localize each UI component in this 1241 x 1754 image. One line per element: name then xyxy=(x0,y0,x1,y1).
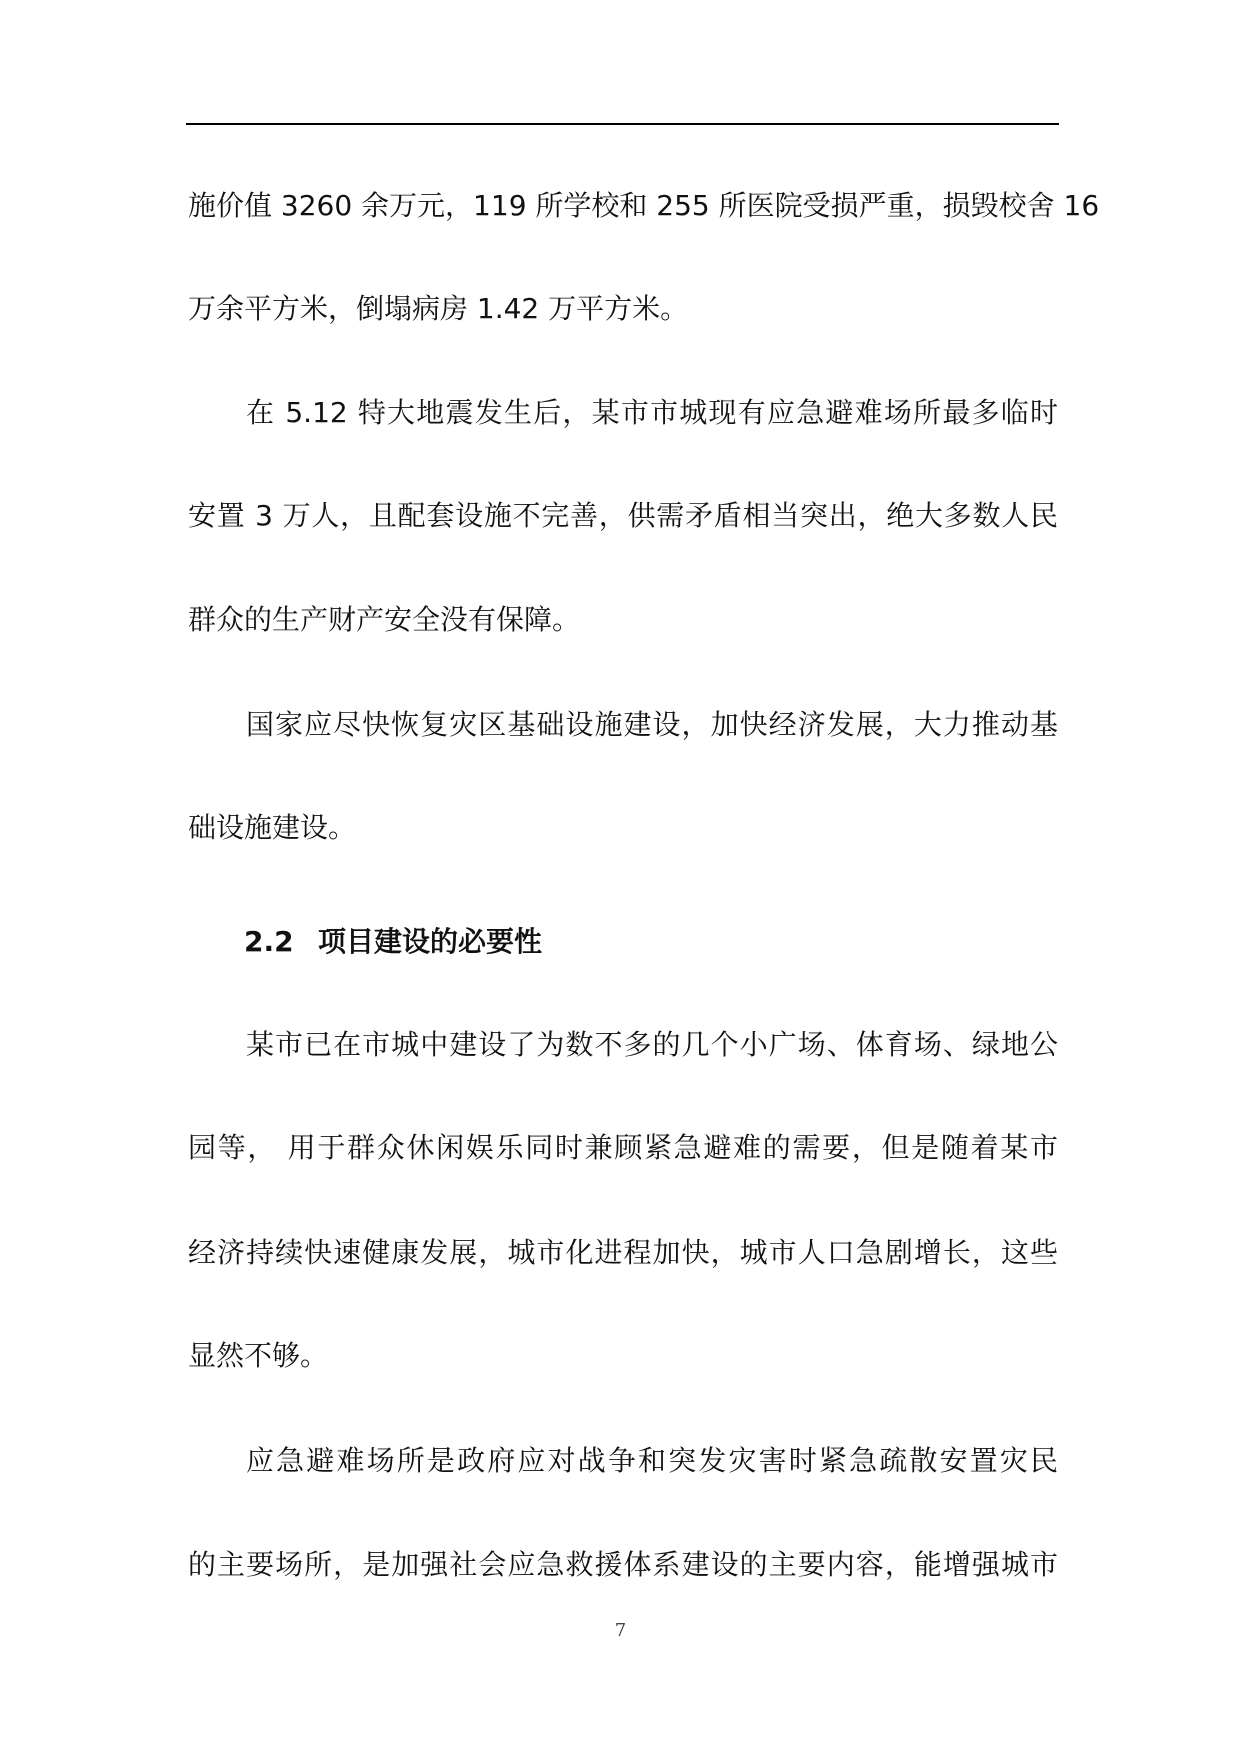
paragraph-2-line-2: 安置 3 万人，且配套设施不完善，供需矛盾相当突出，绝大多数人民 xyxy=(188,499,1058,532)
paragraph-3-line-1: 国家应尽快恢复灾区基础设施建设，加快经济发展，大力推动基 xyxy=(246,708,1058,741)
page-number: 7 xyxy=(614,1620,627,1641)
section-number: 2.2 xyxy=(244,925,294,958)
paragraph-4-line-3: 经济持续快速健康发展，城市化进程加快，城市人口急剧增长，这些 xyxy=(188,1236,1058,1269)
paragraph-5-line-2: 的主要场所，是加强社会应急救援体系建设的主要内容，能增强城市 xyxy=(188,1548,1058,1581)
paragraph-1-line-1: 施价值 3260 余万元，119 所学校和 255 所医院受损严重，损毁校舍 16 xyxy=(188,189,1100,222)
paragraph-2-line-3: 群众的生产财产安全没有保障。 xyxy=(188,603,581,636)
paragraph-2-line-1: 在 5.12 特大地震发生后，某市市城现有应急避难场所最多临时 xyxy=(246,396,1058,429)
header-rule xyxy=(186,123,1059,125)
paragraph-3-line-2: 础设施建设。 xyxy=(188,811,357,844)
paragraph-4-line-1: 某市已在市城中建设了为数不多的几个小广场、体育场、绿地公 xyxy=(246,1028,1058,1061)
paragraph-1-line-2: 万余平方米，倒塌病房 1.42 万平方米。 xyxy=(188,292,689,325)
paragraph-4-line-2: 园等， 用于群众休闲娱乐同时兼顾紧急避难的需要，但是随着某市 xyxy=(188,1131,1058,1164)
paragraph-5-line-1: 应急避难场所是政府应对战争和突发灾害时紧急疏散安置灾民 xyxy=(246,1444,1058,1477)
section-title: 项目建设的必要性 xyxy=(318,925,543,958)
section-heading xyxy=(244,922,542,962)
paragraph-4-line-4: 显然不够。 xyxy=(188,1339,329,1372)
